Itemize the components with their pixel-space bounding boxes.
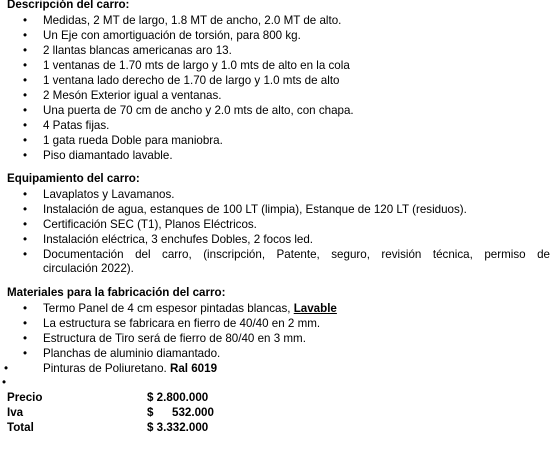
- list-item: • Planchas de aluminio diamantado.: [43, 346, 220, 361]
- iva-currency: $: [147, 406, 154, 419]
- iva-value: 532.000: [172, 406, 214, 419]
- list-item: • Medidas, 2 MT de largo, 1.8 MT de ancho, 2.0 MT de alto.: [43, 13, 341, 28]
- emphasis-ral: Ral 6019: [169, 362, 218, 375]
- empty-bullet: •: [2, 376, 7, 389]
- total-label: Total: [7, 421, 34, 434]
- list-item: • 2 llantas blancas americanas aro 13.: [43, 43, 232, 58]
- list-item: • Instalación eléctrica, 3 enchufes Dobles, 2 focos led.: [43, 232, 313, 247]
- list-item: • Lavaplatos y Lavamanos.: [43, 187, 174, 202]
- list-item: • Un Eje con amortiguación de torsión, para 800 kg.: [43, 28, 301, 43]
- list-item: • 4 Patas fijas.: [43, 118, 109, 133]
- total-value: $ 3.332.000: [147, 421, 209, 434]
- list-item-continuation: circulación 2022).: [43, 262, 134, 275]
- emphasis-lavable: Lavable: [293, 302, 337, 315]
- list-item-text: Termo Panel de 4 cm espesor pintadas blancas,: [43, 302, 294, 315]
- list-item: • Una puerta de 70 cm de ancho y 2.0 mts de alto, con chapa.: [43, 103, 354, 118]
- list-item-termo-panel: [43, 301, 337, 316]
- list-item-text: Pinturas de Poliuretano.: [43, 362, 170, 375]
- list-item: • 1 gata rueda Doble para maniobra.: [43, 133, 223, 148]
- section-title-materiales: Materiales para la fabricación del carro:: [7, 286, 226, 299]
- section-title-equipamiento: Equipamiento del carro:: [7, 172, 140, 185]
- section-title-descripcion: Descripción del carro:: [7, 0, 130, 11]
- list-item-documentacion: • Documentación del carro, (inscripción, Patente, seguro, revisión técnica, permiso de: [43, 247, 550, 262]
- iva-label: Iva: [7, 406, 24, 419]
- precio-value: $ 2.800.000: [147, 391, 209, 404]
- list-item: • Piso diamantado lavable.: [43, 148, 173, 163]
- list-item: • Estructura de Tiro será de fierro de 80/40 en 3 mm.: [43, 331, 306, 346]
- precio-label: Precio: [7, 391, 43, 404]
- list-item: • 1 ventanas de 1.70 mts de largo y 1.0 mts de alto en la cola: [43, 58, 350, 73]
- list-item: • Instalación de agua, estanques de 100 LT (limpia), Estanque de 120 LT (residuos).: [43, 202, 467, 217]
- list-item: • 2 Mesón Exterior igual a ventanas.: [43, 88, 222, 103]
- list-item: • Certificación SEC (T1), Planos Eléctricos.: [43, 217, 257, 232]
- list-item-pinturas: [43, 361, 217, 376]
- list-item: • 1 ventana lado derecho de 1.70 de largo y 1.0 mts de alto: [43, 73, 340, 88]
- list-item: • La estructura se fabricara en fierro de 40/40 en 2 mm.: [43, 316, 320, 331]
